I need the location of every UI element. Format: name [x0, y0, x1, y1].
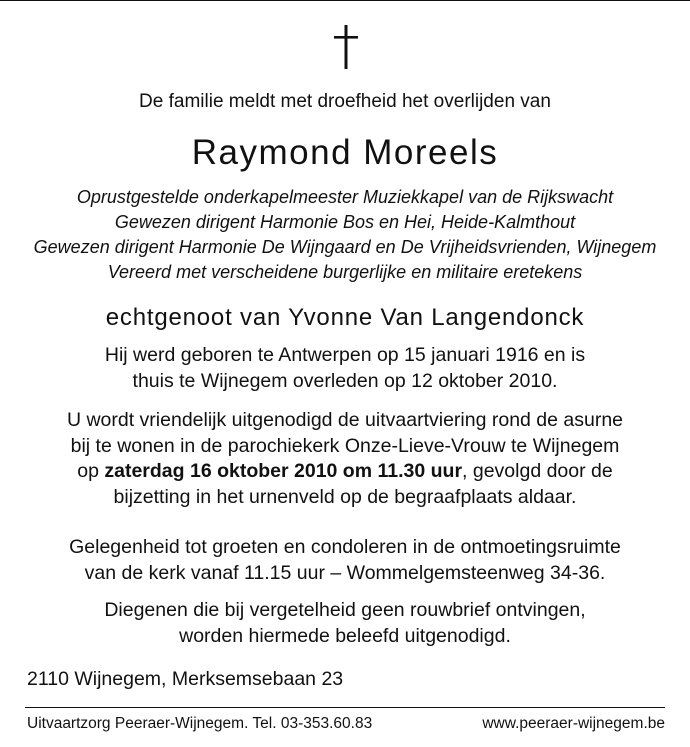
funeral-date-suffix: , gevolgd door de — [462, 460, 613, 482]
birth-line: Hij werd geboren te Antwerpen op 15 januari 1916 en is — [104, 344, 586, 366]
funeral-line: bijzetting in het urnenveld op de begraafplaats aldaar. — [113, 485, 577, 508]
undertaker-website: www.peeraer-wijnegem.be — [482, 715, 665, 732]
title-line: Gewezen dirigent Harmonie Bos en Hei, Heide-Kalmthout — [114, 212, 576, 232]
invitation-line: worden hiermede beleefd uitgenodigd. — [179, 624, 511, 647]
footer-divider — [25, 707, 665, 708]
funeral-line: bij te wonen in de parochiekerk Onze-Lieve-Vrouw te Wijnegem — [70, 434, 620, 457]
title-line: Gewezen dirigent Harmonie De Wijngaard en De Vrijheidsvrienden, Wijnegem — [33, 237, 657, 257]
titles-block — [0, 185, 690, 285]
condolences-line: van de kerk vanaf 11.15 uur – Wommelgemsteenweg 34-36. — [84, 561, 606, 584]
funeral-date-prefix: op — [77, 460, 105, 482]
funeral-date-line — [0, 459, 690, 485]
undertaker-contact: Uitvaartzorg Peeraer-Wijnegem. Tel. 03-353.60.83 — [27, 715, 373, 732]
funeral-date: zaterdag 16 oktober 2010 om 11.30 uur — [104, 460, 463, 482]
birth-death-paragraph — [0, 343, 690, 394]
invitation-line: Diegenen die bij vergetelheid geen rouwbrief ontvingen, — [104, 599, 586, 621]
intro-text: De familie meldt met droefheid het overlijden van — [139, 91, 551, 112]
deceased-name: Raymond Moreels — [191, 133, 499, 172]
condolences-line: Gelegenheid tot groeten en condoleren in de ontmoetingsruimte — [69, 536, 621, 558]
funeral-paragraph — [0, 408, 690, 510]
family-address: 2110 Wijnegem, Merksemsebaan 23 — [27, 668, 344, 690]
invitation-paragraph — [0, 598, 690, 649]
condolences-paragraph — [0, 535, 690, 586]
death-line: thuis te Wijnegem overleden op 12 oktober 2010. — [132, 369, 558, 392]
cross-icon — [330, 25, 362, 69]
spouse-line: echtgenoot van Yvonne Van Langendonck — [105, 304, 585, 331]
title-line: Oprustgestelde onderkapelmeester Muziekkapel van de Rijkswacht — [76, 187, 614, 207]
title-line: Vereerd met verscheidene burgerlijke en militaire eretekens — [107, 262, 583, 282]
funeral-line: U wordt vriendelijk uitgenodigd de uitvaartviering rond de asurne — [66, 409, 624, 431]
